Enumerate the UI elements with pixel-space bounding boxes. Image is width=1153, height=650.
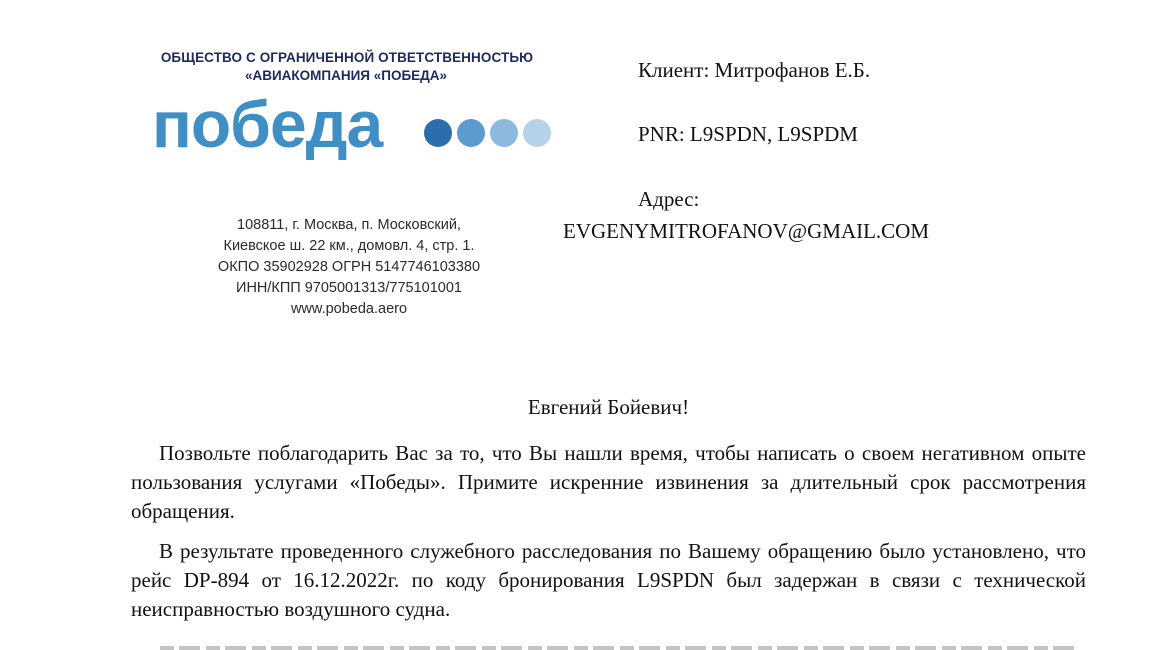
logo-dots-icon <box>424 119 551 147</box>
logo-dot <box>490 119 518 147</box>
letter-paragraph: Позвольте поблагодарить Вас за то, что Вы нашли время, чтобы написать о своем негативном опыте пользования услугами «Победы». Примите искренние извинения за длительный срок рассмотрения обращения. <box>131 441 1086 523</box>
client-name: Клиент: Митрофанов Е.Б. <box>638 58 871 82</box>
company-legal-name: ОБЩЕСТВО С ОГРАНИЧЕННОЙ ОТВЕТСТВЕННОСТЬЮ <box>160 50 534 65</box>
logo-wordmark: победа <box>152 87 383 161</box>
client-email: EVGENYMITROFANOV@GMAIL.COM <box>563 219 930 243</box>
company-address <box>148 215 550 320</box>
client-pnr: PNR: L9SPDN, L9SPDM <box>638 122 858 146</box>
logo-dot <box>424 119 452 147</box>
company-trade-name: «АВИАКОМПАНИЯ «ПОБЕДА» <box>244 68 448 83</box>
salutation: Евгений Бойевич! <box>527 395 690 419</box>
logo-dot <box>457 119 485 147</box>
pobeda-logo <box>148 87 550 169</box>
letterhead <box>148 50 550 320</box>
client-address-label: Адрес: <box>638 187 700 211</box>
cropped-next-line <box>160 643 1080 650</box>
address-line: ОКПО 35902928 ОГРН 5147746103380 <box>217 259 481 275</box>
address-line: 108811, г. Москва, п. Московский, <box>237 217 461 233</box>
address-line: Киевское ш. 22 км., домовл. 4, стр. 1. <box>223 238 475 254</box>
address-line: ИНН/КПП 9705001313/775101001 <box>236 280 462 296</box>
logo-dot <box>523 119 551 147</box>
letter-paragraph: В результате проведенного служебного расследования по Вашему обращению было установлено, что рейс DP-894 от 16.12.2022г. по коду бронирования L9SPDN был задержан в связи с технической неисправностью воздушного судна. <box>131 539 1086 621</box>
company-website: www.pobeda.aero <box>290 301 408 317</box>
